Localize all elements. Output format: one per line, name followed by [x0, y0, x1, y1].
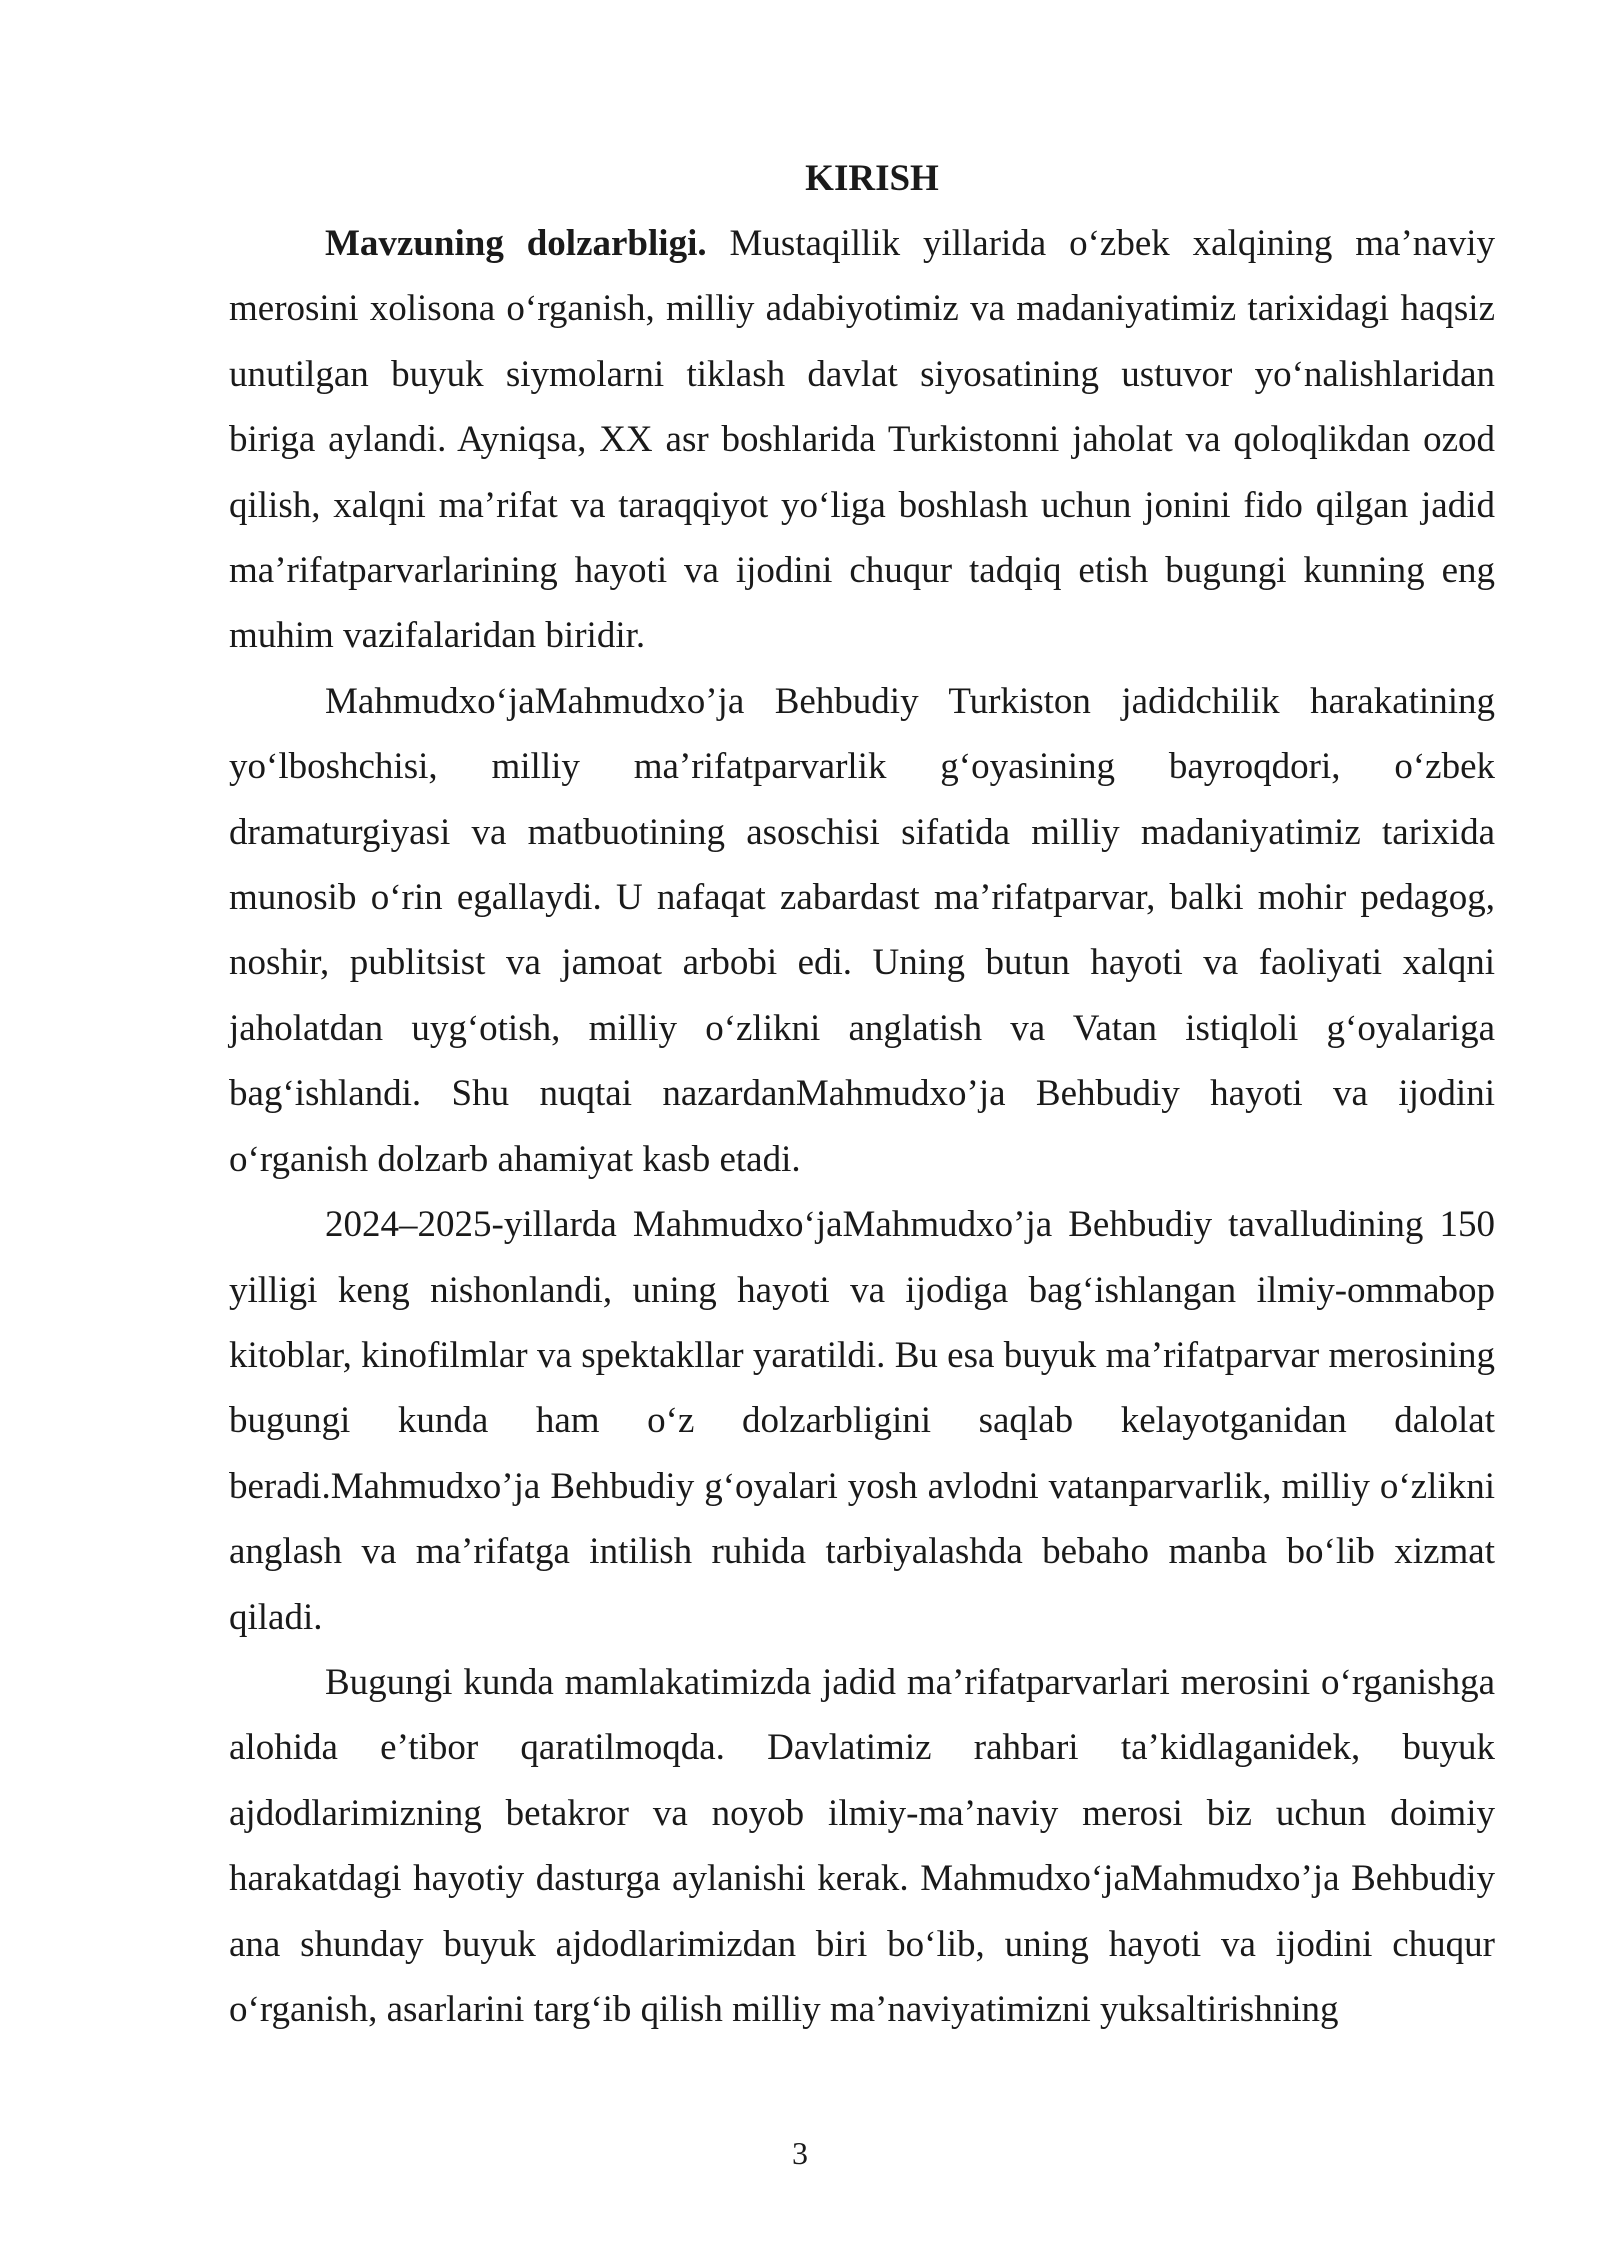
paragraph-behbudiy-role: Mahmudxo‘jaMahmudxo’ja Behbudiy Turkiston jadidchilik harakatining yo‘lboshchisi, milliy ma’rifatparvarlik g‘oyasining bayroqdori, o‘zbek dramaturgiyasi va matbuotining asoschisi sifatida milliy madaniyatimiz tarixida munosib o‘rin egallaydi. U nafaqat zabardast ma’rifatparvar, balki mohir pedagog, noshir, publitsist va jamoat arbobi edi. Uning butun hayoti va faoliyati xalqni jaholatdan uyg‘otish, milliy o‘zlikni anglatish va Vatan istiqloli g‘oyalariga bag‘ishlandi. Shu nuqtai nazardanMahmudxo’ja Behbudiy hayoti va ijodini o‘rganish dolzarb ahamiyat kasb etadi.: [229, 680, 1495, 1180]
paragraph-relevance: [229, 211, 1495, 669]
page-body: [229, 146, 1495, 2042]
section-heading: KIRISH: [805, 158, 939, 199]
paragraph-lead: Mavzuning dolzarbligi.: [325, 223, 707, 264]
paragraph-heritage: Bugungi kunda mamlakatimizda jadid ma’rifatparvarlari merosini o‘rganishga alohida e’tibor qaratilmoqda. Davlatimiz rahbari ta’kidlaganidek, buyuk ajdodlarimizning betakror va noyob ilmiy-ma’naviy merosi biz uchun doimiy harakatdagi hayotiy dasturga aylanishi kerak. Mahmudxo‘jaMahmudxo’ja Behbudiy ana shunday buyuk ajdodlarimizdan biri bo‘lib, uning hayoti va ijodini chuqur o‘rganish, asarlarini targ‘ib qilish milliy ma’naviyatimizni yuksaltirishning: [229, 1661, 1495, 2030]
paragraph-text: Mustaqillik yillarida o‘zbek xalqining ma’naviy merosini xolisona o‘rganish, milliy adabiyotimiz va madaniyatimiz tarixidagi haqsiz unutilgan buyuk siymolarni tiklash davlat siyosatining ustuvor yo‘nalishlaridan biriga aylandi. Ayniqsa, XX asr boshlarida Turkistonni jaholat va qoloqlikdan ozod qilish, xalqni ma’rifat va taraqqiyot yo‘liga boshlash uchun jonini fido qilgan jadid ma’rifatparvarlarining hayoti va ijodini chuqur tadqiq etish bugungi kunning eng muhim vazifalaridan biridir.: [229, 223, 1495, 657]
page-number: 3: [792, 2135, 808, 2171]
paragraph-anniversary: 2024–2025-yillarda Mahmudxo‘jaMahmudxo’ja Behbudiy tavalludining 150 yilligi keng nishonlandi, uning hayoti va ijodiga bag‘ishlangan ilmiy-ommabop kitoblar, kinofilmlar va spektakllar yaratildi. Bu esa buyuk ma’rifatparvar merosining bugungi kunda ham o‘z dolzarbligini saqlab kelayotganidan dalolat beradi.Mahmudxo’ja Behbudiy g‘oyalari yosh avlodni vatanparvarlik, milliy o‘zlikni anglash va ma’rifatga intilish ruhida tarbiyalashda bebaho manba bo‘lib xizmat qiladi.: [229, 1204, 1495, 1638]
